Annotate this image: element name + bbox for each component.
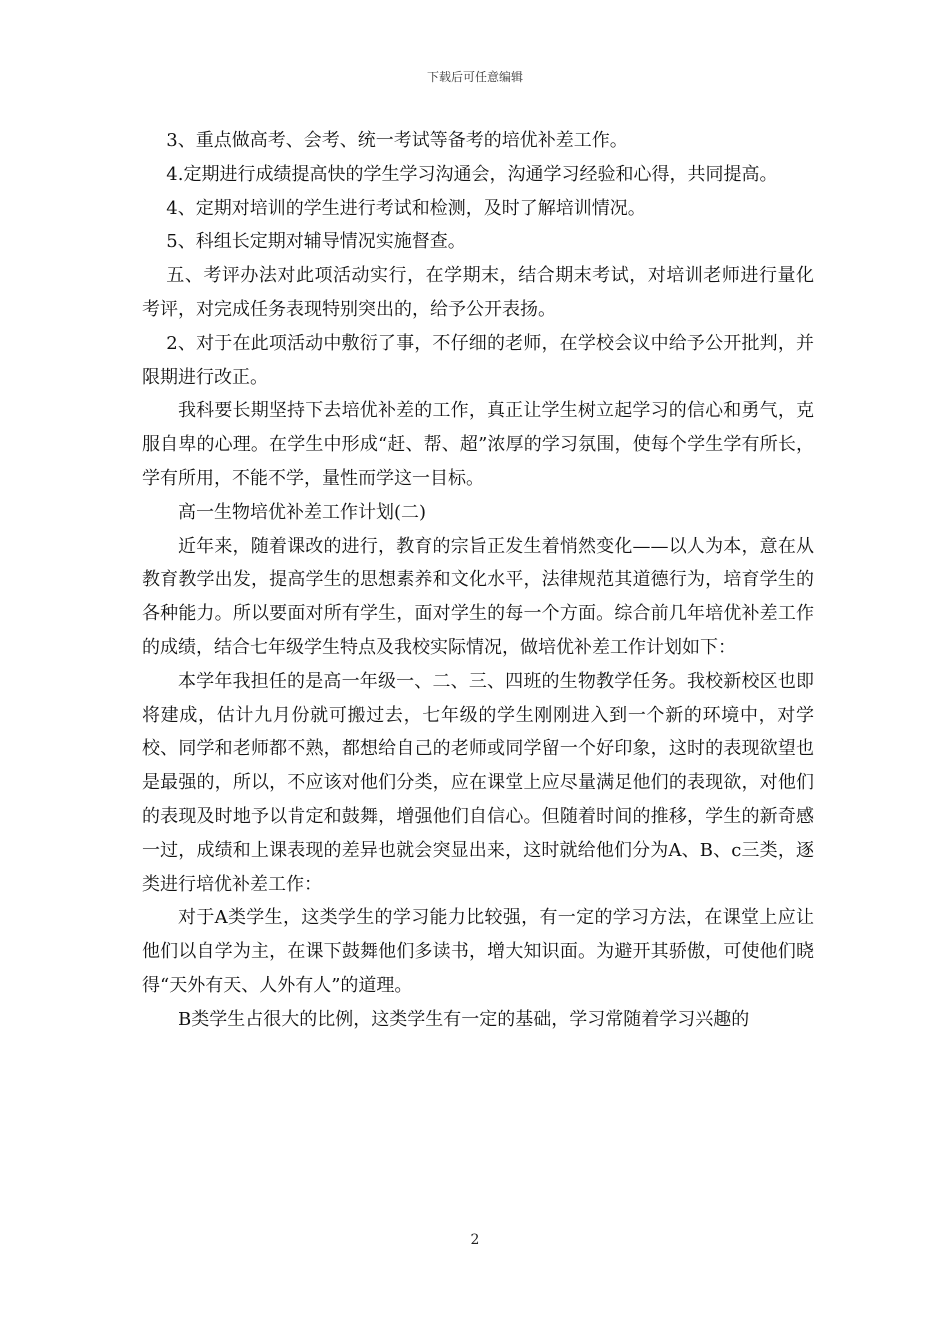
- paragraph: 对于A类学生，这类学生的学习能力比较强，有一定的学习方法，在课堂上应让他们以自学为主，在课下鼓舞他们多读书，增大知识面。为避开其骄傲，可使他们晓得“天外有天、人外有人”的道理。: [142, 907, 814, 996]
- paragraph: 2、对于在此项活动中敷衍了事，不仔细的老师，在学校会议中给予公开批判，并限期进行改正。: [142, 332, 814, 388]
- paragraph: 近年来，随着课改的进行，教育的宗旨正发生着悄然变化——以人为本，意在从教育教学出发，提高学生的思想素养和文化水平，法律规范其道德行为，培育学生的各种能力。所以要面对所有学生，面对学生的每一个方面。综合前几年培优补差工作的成绩，结合七年级学生特点及我校实际情况，做培优补差工作计划如下：: [142, 535, 814, 658]
- paragraph: 3、重点做高考、会考、统一考试等备考的培优补差工作。: [166, 130, 628, 151]
- document-body: [142, 124, 814, 1037]
- paragraph: 4.定期进行成绩提高快的学生学习沟通会，沟通学习经验和心得，共同提高。: [166, 163, 778, 185]
- paragraph: 五、考评办法对此项活动实行，在学期末，结合期末考试，对培训老师进行量化考评，对完成任务表现特别突出的，给予公开表扬。: [142, 265, 814, 320]
- paragraph: 我科要长期坚持下去培优补差的工作，真正让学生树立起学习的信心和勇气，克服自卑的心理。在学生中形成“赶、帮、超”浓厚的学习氛围，使每个学生学有所长，学有所用，不能不学，量性而学这一目标。: [142, 400, 814, 489]
- section-heading: 高一生物培优补差工作计划(二): [178, 501, 427, 523]
- page-number: 2: [470, 1232, 480, 1248]
- paragraph: 4、定期对培训的学生进行考试和检测，及时了解培训情况。: [166, 197, 646, 219]
- paragraph: 5、科组长定期对辅导情况实施督查。: [166, 231, 466, 253]
- page-header: 下载后可任意编辑: [426, 70, 523, 84]
- paragraph: B类学生占很大的比例，这类学生有一定的基础，学习常随着学习兴趣的: [178, 1008, 750, 1030]
- paragraph: 本学年我担任的是高一年级一、二、三、四班的生物教学任务。我校新校区也即将建成，估计九月份就可搬过去，七年级的学生刚刚进入到一个新的环境中，对学校、同学和老师都不熟，都想给自己的老师或同学留一个好印象，这时的表现欲望也是最强的，所以，不应该对他们分类，应在课堂上应尽量满足他们的表现欲，对他们的表现及时地予以肯定和鼓舞，增强他们自信心。但随着时间的推移，学生的新奇感一过，成绩和上课表现的差异也就会突显出来，这时就给他们分为A、B、c三类，逐类进行培优补差工作：: [142, 670, 814, 895]
